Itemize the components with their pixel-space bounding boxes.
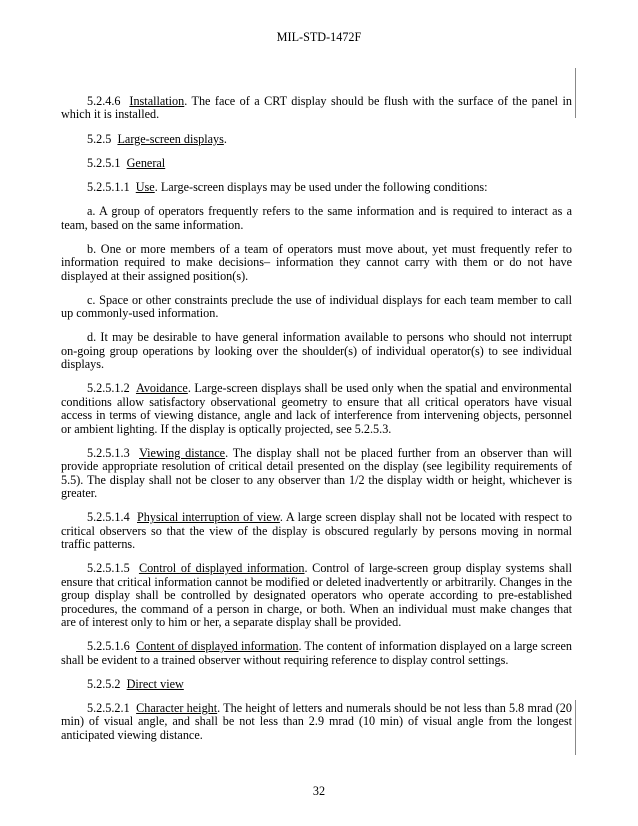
section-number: 5.2.5.1 <box>87 155 121 170</box>
section-title: Viewing distance <box>139 445 226 460</box>
paragraph-content-of-displayed-information: 5.2.5.1.6 Content of displayed information. The content of information displayed on a large screen shall be evident to a trained observer without requiring reference to display control settings. <box>61 639 573 667</box>
paragraph-text: The display shall not be placed further from an observer than will provide appropriate resolution of critical detail presented on the display (see legibility requirements of 5.5). The display shall not be closer to any observer than 1/2 the display width or height, whichever is greater. <box>61 445 573 501</box>
section-title: Large-screen displays <box>117 131 224 146</box>
change-bar-top <box>575 68 576 118</box>
paragraph-physical-interruption: 5.2.5.1.4 Physical interruption of view. A large screen display shall not be located with respect to critical observers so that the view of the display is obscured regularly by persons moving in normal traffic patterns. <box>61 510 573 552</box>
paragraph-text: Large-screen displays may be used under the following conditions: <box>157 180 488 195</box>
list-item-a: a. A group of operators frequently refers to the same information and is required to interact as a team, based on the same information. <box>61 204 572 232</box>
section-number: 5.2.5.2.1 <box>87 700 130 715</box>
paragraph-text: The face of a CRT display should be flush with the surface of the panel in which it is installed. <box>61 94 572 122</box>
page-body <box>61 95 572 753</box>
section-number: 5.2.5.1.3 <box>87 445 130 460</box>
section-number: 5.2.5.1.4 <box>87 510 130 525</box>
section-title: Installation <box>129 94 185 108</box>
paragraph-text: The height of letters and numerals should be not less than 5.8 mrad (20 min) of visual angle, and shall be not less than 2.9 mrad (10 min) of visual angle from the longest anticipated viewing distance. <box>61 700 572 742</box>
section-title: Direct view <box>126 676 184 691</box>
paragraph-text: Large-screen displays shall be used only when the spatial and environmental conditions allow satisfactory observational geometry to ensure that all critical operators have visual access in terms of viewing distance, angle and lack of interference from intervening objects, personnel or ambient lighting. If the display is optically projected, see 5.2.5.3. <box>61 381 573 436</box>
section-number: 5.2.5.1.2 <box>87 381 130 396</box>
section-number: 5.2.5.2 <box>87 676 121 691</box>
heading-general <box>61 157 572 170</box>
section-number: 5.2.5.1.5 <box>87 561 130 576</box>
section-title: Use <box>135 180 155 195</box>
paragraph-text: Control of large-screen group display systems shall ensure that critical information cannot be modified or deleted inadvertently or arbitrarily. Changes in the group display shall be controlled by designated operators who operate according to pre-established procedures, the command of a person in charge, or both. When an individual must make changes that are of interest only to him or her, a separate display shall be provided. <box>61 561 572 629</box>
page-number: 32 <box>312 784 326 798</box>
section-title: Content of displayed information <box>136 639 299 654</box>
section-number: 5.2.5.1.6 <box>87 639 130 654</box>
paragraph-use: 5.2.5.1.1 Use. Large-screen displays may be used under the following conditions: <box>87 180 488 195</box>
change-bar-bottom <box>575 700 576 755</box>
section-number: 5.2.4.6 <box>87 94 121 108</box>
document-header <box>0 30 638 45</box>
heading-direct-view <box>61 678 572 691</box>
heading-large-screen-displays: 5.2.5 Large-screen displays. <box>87 131 227 146</box>
section-number: 5.2.5.1.1 <box>87 180 130 195</box>
document-id: MIL-STD-1472F <box>276 30 362 44</box>
section-title: Character height <box>136 700 218 715</box>
list-item-c: c. Space or other constraints preclude the use of individual displays for each team member to call up commonly-used information. <box>61 292 572 321</box>
paragraph-text: A large screen display shall not be located with respect to critical observers so that the view of the display is obscured regularly by persons moving in normal traffic patterns. <box>61 510 573 552</box>
paragraph-viewing-distance: 5.2.5.1.3 Viewing distance. The display shall not be placed further from an observer than will provide appropriate resolution of critical detail presented on the display (see legibility requirements of 5.5). The display shall not be closer to any observer than 1/2 the display width or height, whichever is greater. <box>61 445 573 501</box>
section-number: 5.2.5 <box>87 131 112 146</box>
section-title: General <box>126 155 166 170</box>
paragraph-character-height: 5.2.5.2.1 Character height. The height of letters and numerals should be not less than 5.8 mrad (20 min) of visual angle, and shall be not less than 2.9 mrad (10 min) of visual angle from the longest anticipated viewing distance. <box>61 700 572 742</box>
paragraph-text: The content of information displayed on a large screen shall be evident to a trained observer without requiring reference to display control settings. <box>61 639 573 667</box>
section-title: Control of displayed information <box>138 561 305 576</box>
paragraph-control-of-displayed-information: 5.2.5.1.5 Control of displayed information. Control of large-screen group display systems shall ensure that critical information cannot be modified or deleted inadvertently or arbitrarily. Changes in the group display shall be controlled by designated operators who operate according to pre-established procedures, the command of a person in charge, or both. When an individual must make changes that are of interest only to him or her, a separate display shall be provided. <box>61 561 572 629</box>
list-item-d: d. It may be desirable to have general information available to persons who should not interrupt on-going group operations by looking over the shoulder(s) of individual operator(s) to see individual displays. <box>61 330 572 372</box>
section-title: Physical interruption of view <box>136 510 280 525</box>
paragraph-avoidance: 5.2.5.1.2 Avoidance. Large-screen displays shall be used only when the spatial and environmental conditions allow satisfactory observational geometry to ensure that all critical operators have visual access in terms of viewing distance, angle and lack of interference from intervening objects, personnel or ambient lighting. If the display is optically projected, see 5.2.5.3. <box>61 381 573 436</box>
list-item-b: b. One or more members of a team of operators must move about, yet must frequently refer to information required to make decisions– information they cannot carry with them or do not have displayed at their assigned position(s). <box>61 241 572 283</box>
page-footer <box>0 784 638 799</box>
section-title: Avoidance <box>135 381 188 396</box>
paragraph-installation: 5.2.4.6 Installation. The face of a CRT display should be flush with the surface of the panel in which it is installed. <box>61 94 572 122</box>
